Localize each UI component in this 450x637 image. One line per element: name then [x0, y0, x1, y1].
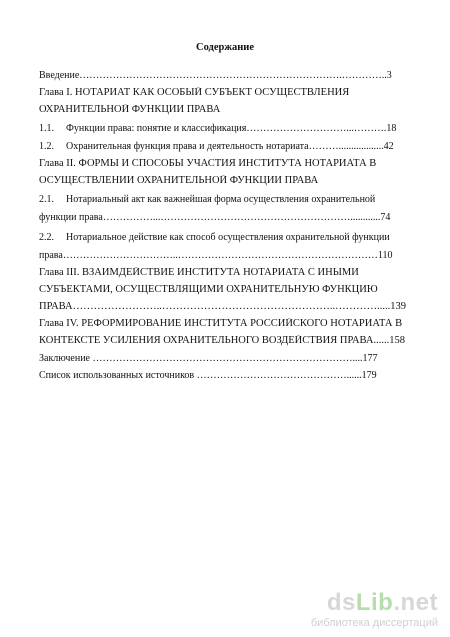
toc-entry-chapter-3-title-end: ПРАВА……………………..…………………………………………..………….....139 [39, 301, 406, 312]
toc-entry-chapter-2-title: Глава II. ФОРМЫ И СПОСОБЫ УЧАСТИЯ ИНСТИТУТА НОТАРИАТА В [39, 158, 377, 169]
toc-entry-section-2-1: 2.1. Нотариальный акт как важнейшая форма осуществления охранительной [39, 194, 376, 205]
watermark-subtitle: библиотека диссертаций [310, 617, 438, 629]
toc-entry-section-2-2: 2.2. Нотариальное действие как способ осуществления охранительной функции [39, 232, 390, 243]
toc-entry-section-2-1-cont: функции права……………...…………………………………………………............74 [39, 212, 391, 223]
toc-entry-chapter-2-title-cont: ОСУЩЕСТВЛЕНИИ ОХРАНИТЕЛЬНОЙ ФУНКЦИИ ПРАВА [39, 175, 319, 186]
watermark [311, 591, 438, 629]
document-title: Содержание [196, 42, 254, 53]
toc-entry-chapter-4-title: Глава IV. РЕФОРМИРОВАНИЕ ИНСТИТУТА РОССИЙСКОГО НОТАРИАТА В [39, 318, 403, 329]
toc-entry-section-2-2-cont: права……………………………..……………………………………………………110 [39, 250, 393, 261]
toc-entry-chapter-3-title: Глава III. ВЗАИМДЕЙСТВИЕ ИНСТИТУТА НОТАРИАТА С ИНЫМИ [39, 267, 359, 278]
watermark-logo: dsLib.net [326, 589, 438, 616]
toc-entry-chapter-4-title-cont: КОНТЕКСТЕ УСИЛЕНИЯ ОХРАНИТЕЛЬНОГО ВОЗДЕЙСТВИЯ ПРАВА......158 [39, 335, 405, 346]
toc-entry-section-1-1: 1.1. Функции права: понятие и классификация…………………………...……….18 [39, 123, 397, 134]
toc-entry-references: Список использованных источников ………………………………………......179 [39, 370, 377, 381]
toc-entry-chapter-1-title: Глава I. НОТАРИАТ КАК ОСОБЫЙ СУБЪЕКТ ОСУЩЕСТВЛЕНИЯ [39, 87, 350, 98]
toc-entry-section-1-2: 1.2. Охранительная функция права и деятельность нотариата………..................42 [39, 141, 394, 152]
toc-entry-chapter-3-title-cont: СУБЪЕКТАМИ, ОСУЩЕСТВЛЯЩИМИ ОХРАНИТЕЛЬНУЮ ФУНКЦИЮ [39, 284, 378, 295]
toc-entry-chapter-1-title-cont: ОХРАНИТЕЛЬНОЙ ФУНКЦИИ ПРАВА [39, 104, 221, 115]
toc-entry-conclusion: Заключение ……………………………………………………………………....177 [39, 353, 378, 364]
toc-entry-introduction: Введение…………………………………………………………………….…………..3 [39, 70, 392, 81]
